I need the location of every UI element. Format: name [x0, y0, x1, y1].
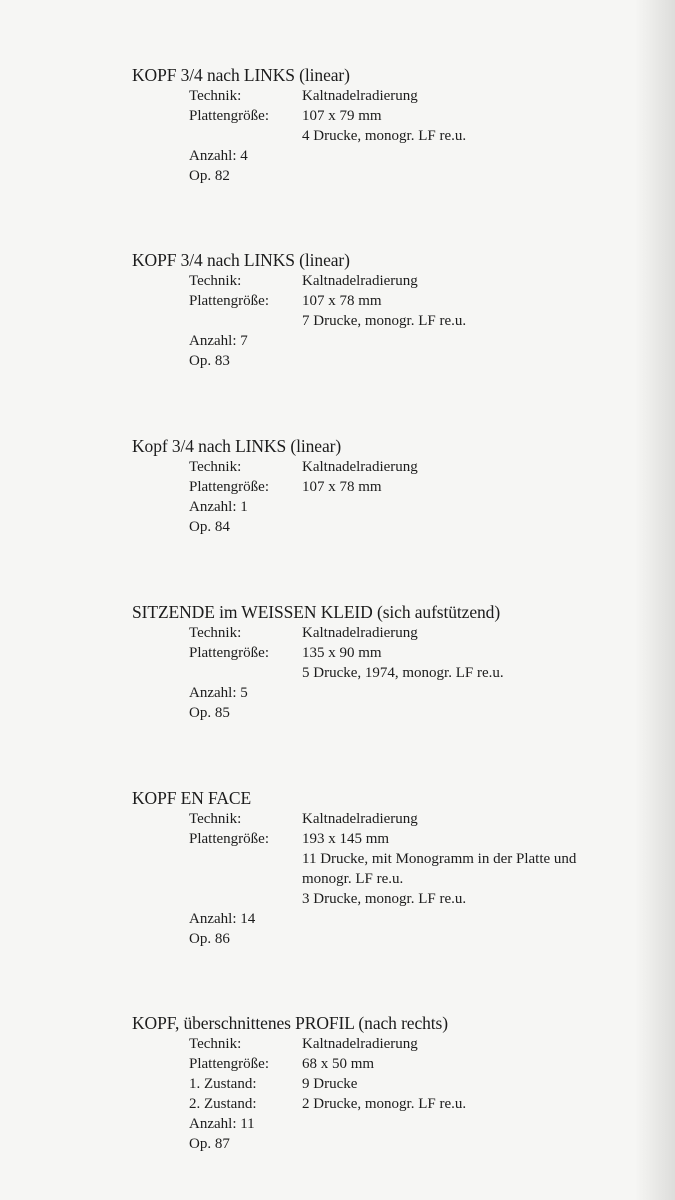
technik-label: Technik: [189, 1036, 242, 1052]
plattengroesse-label: Plattengröße: [189, 293, 269, 309]
entry-title: Kopf 3/4 nach LINKS (linear) [132, 436, 342, 456]
plattengroesse-label: Plattengröße: [189, 645, 269, 661]
print-note: 4 Drucke, monogr. LF re.u. [302, 128, 467, 144]
anzahl: Anzahl: 4 [189, 148, 248, 164]
technik-label: Technik: [189, 88, 242, 104]
zustand-1-value: 9 Drucke [302, 1076, 358, 1092]
zustand-2-label: 2. Zustand: [189, 1096, 257, 1112]
anzahl: Anzahl: 7 [189, 333, 248, 349]
plattengroesse-label: Plattengröße: [189, 1056, 269, 1072]
plattengroesse-value: 107 x 78 mm [302, 479, 382, 495]
plattengroesse-value: 193 x 145 mm [302, 831, 390, 847]
zustand-2-value: 2 Drucke, monogr. LF re.u. [302, 1096, 467, 1112]
technik-value: Kaltnadelradierung [302, 625, 418, 641]
plattengroesse-value: 68 x 50 mm [302, 1056, 375, 1072]
entry-title: KOPF, überschnittenes PROFIL (nach rechts) [132, 1013, 448, 1033]
plattengroesse-label: Plattengröße: [189, 108, 269, 124]
opus-number: Op. 86 [189, 931, 230, 947]
anzahl: Anzahl: 5 [189, 685, 248, 701]
plattengroesse-value: 107 x 79 mm [302, 108, 382, 124]
anzahl: Anzahl: 11 [189, 1116, 255, 1132]
opus-number: Op. 83 [189, 353, 230, 369]
opus-number: Op. 85 [189, 705, 230, 721]
technik-label: Technik: [189, 811, 242, 827]
print-note: 7 Drucke, monogr. LF re.u. [302, 313, 467, 329]
print-note: monogr. LF re.u. [302, 871, 404, 887]
technik-value: Kaltnadelradierung [302, 459, 418, 475]
technik-value: Kaltnadelradierung [302, 88, 418, 104]
anzahl: Anzahl: 1 [189, 499, 248, 515]
technik-label: Technik: [189, 625, 242, 641]
print-note: 3 Drucke, monogr. LF re.u. [302, 891, 467, 907]
technik-label: Technik: [189, 273, 242, 289]
entry-title: KOPF 3/4 nach LINKS (linear) [132, 250, 350, 270]
zustand-1-label: 1. Zustand: [189, 1076, 257, 1092]
print-note: 11 Drucke, mit Monogramm in der Platte und [302, 851, 577, 867]
plattengroesse-value: 135 x 90 mm [302, 645, 382, 661]
technik-value: Kaltnadelradierung [302, 273, 418, 289]
opus-number: Op. 84 [189, 519, 230, 535]
plattengroesse-value: 107 x 78 mm [302, 293, 382, 309]
plattengroesse-label: Plattengröße: [189, 831, 269, 847]
entry-title: KOPF 3/4 nach LINKS (linear) [132, 65, 350, 85]
entry-title: SITZENDE im WEISSEN KLEID (sich aufstützend) [132, 602, 501, 622]
opus-number: Op. 87 [189, 1136, 230, 1152]
plattengroesse-label: Plattengröße: [189, 479, 269, 495]
technik-label: Technik: [189, 459, 242, 475]
technik-value: Kaltnadelradierung [302, 1036, 418, 1052]
entry-title: KOPF EN FACE [132, 788, 252, 808]
opus-number: Op. 82 [189, 168, 230, 184]
technik-value: Kaltnadelradierung [302, 811, 418, 827]
print-note: 5 Drucke, 1974, monogr. LF re.u. [302, 665, 504, 681]
page-edge-shadow [635, 0, 675, 1200]
anzahl: Anzahl: 14 [189, 911, 256, 927]
